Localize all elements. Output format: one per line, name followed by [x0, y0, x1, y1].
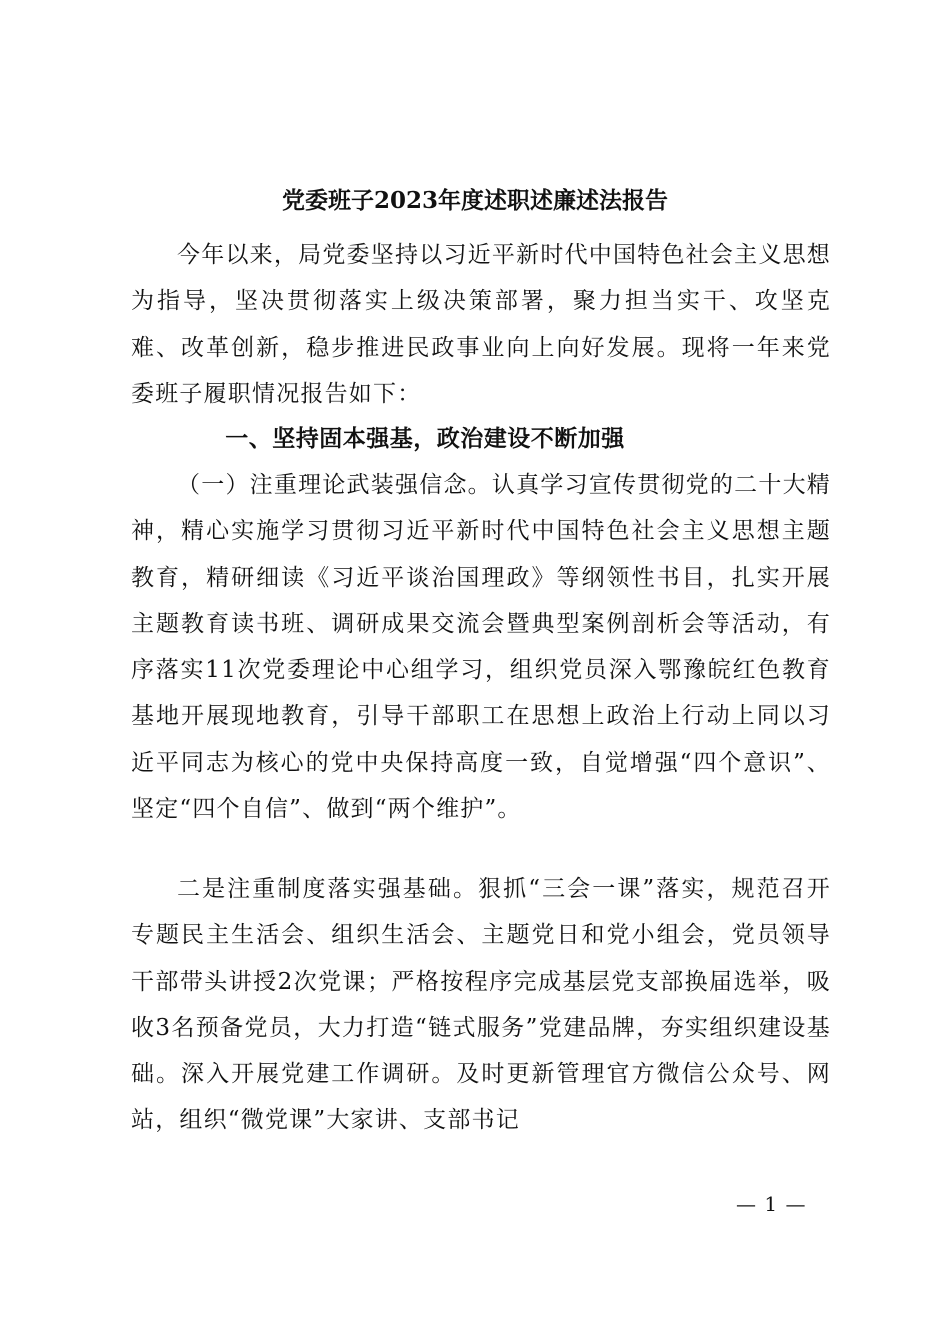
page-number: — 1 —	[736, 1192, 807, 1216]
intro-paragraph: 今年以来，局党委坚持以习近平新时代中国特色社会主义思想为指导，坚决贯彻落实上级决策部署，聚力担当实干、攻坚克难、改革创新，稳步推进民政事业向上向好发展。现将一年来党委班子履职情况报告如下：	[131, 242, 831, 407]
body-paragraph-1: （一）注重理论武装强信念。认真学习宣传贯彻党的二十大精神，精心实施学习贯彻习近平新时代中国特色社会主义思想主题教育，精研细读《习近平谈治国理政》等纲领性书目，扎实开展主题教育读书班、调研成果交流会暨典型案例剖析会等活动，有序落实11次党委理论中心组学习，组织党员深入鄂豫皖红色教育基地开展现地教育，引导干部职工在思想上政治上行动上同以习近平同志为核心的党中央保持高度一致，自觉增强“四个意识”、坚定“四个自信”、做到“两个维护”。	[131, 472, 831, 823]
section-heading-block	[131, 416, 831, 462]
body-paragraph-block-2	[131, 866, 831, 1144]
intro-section	[131, 232, 831, 417]
document-title: 党委班子2023年度述职述廉述法报告	[281, 187, 668, 214]
body-paragraph-2: 二是注重制度落实强基础。狠抓“三会一课”落实，规范召开专题民主生活会、组织生活会、主题党日和党小组会，党员领导干部带头讲授2次党课；严格按程序完成基层党支部换届选举，吸收3名预备党员，大力打造“链式服务”党建品牌，夯实组织建设基础。深入开展党建工作调研。及时更新管理官方微信公众号、网站，组织“微党课”大家讲、支部书记	[131, 876, 831, 1134]
section-heading: 一、坚持固本强基，政治建设不断加强	[225, 426, 625, 452]
body-paragraph-block-1	[131, 462, 831, 832]
